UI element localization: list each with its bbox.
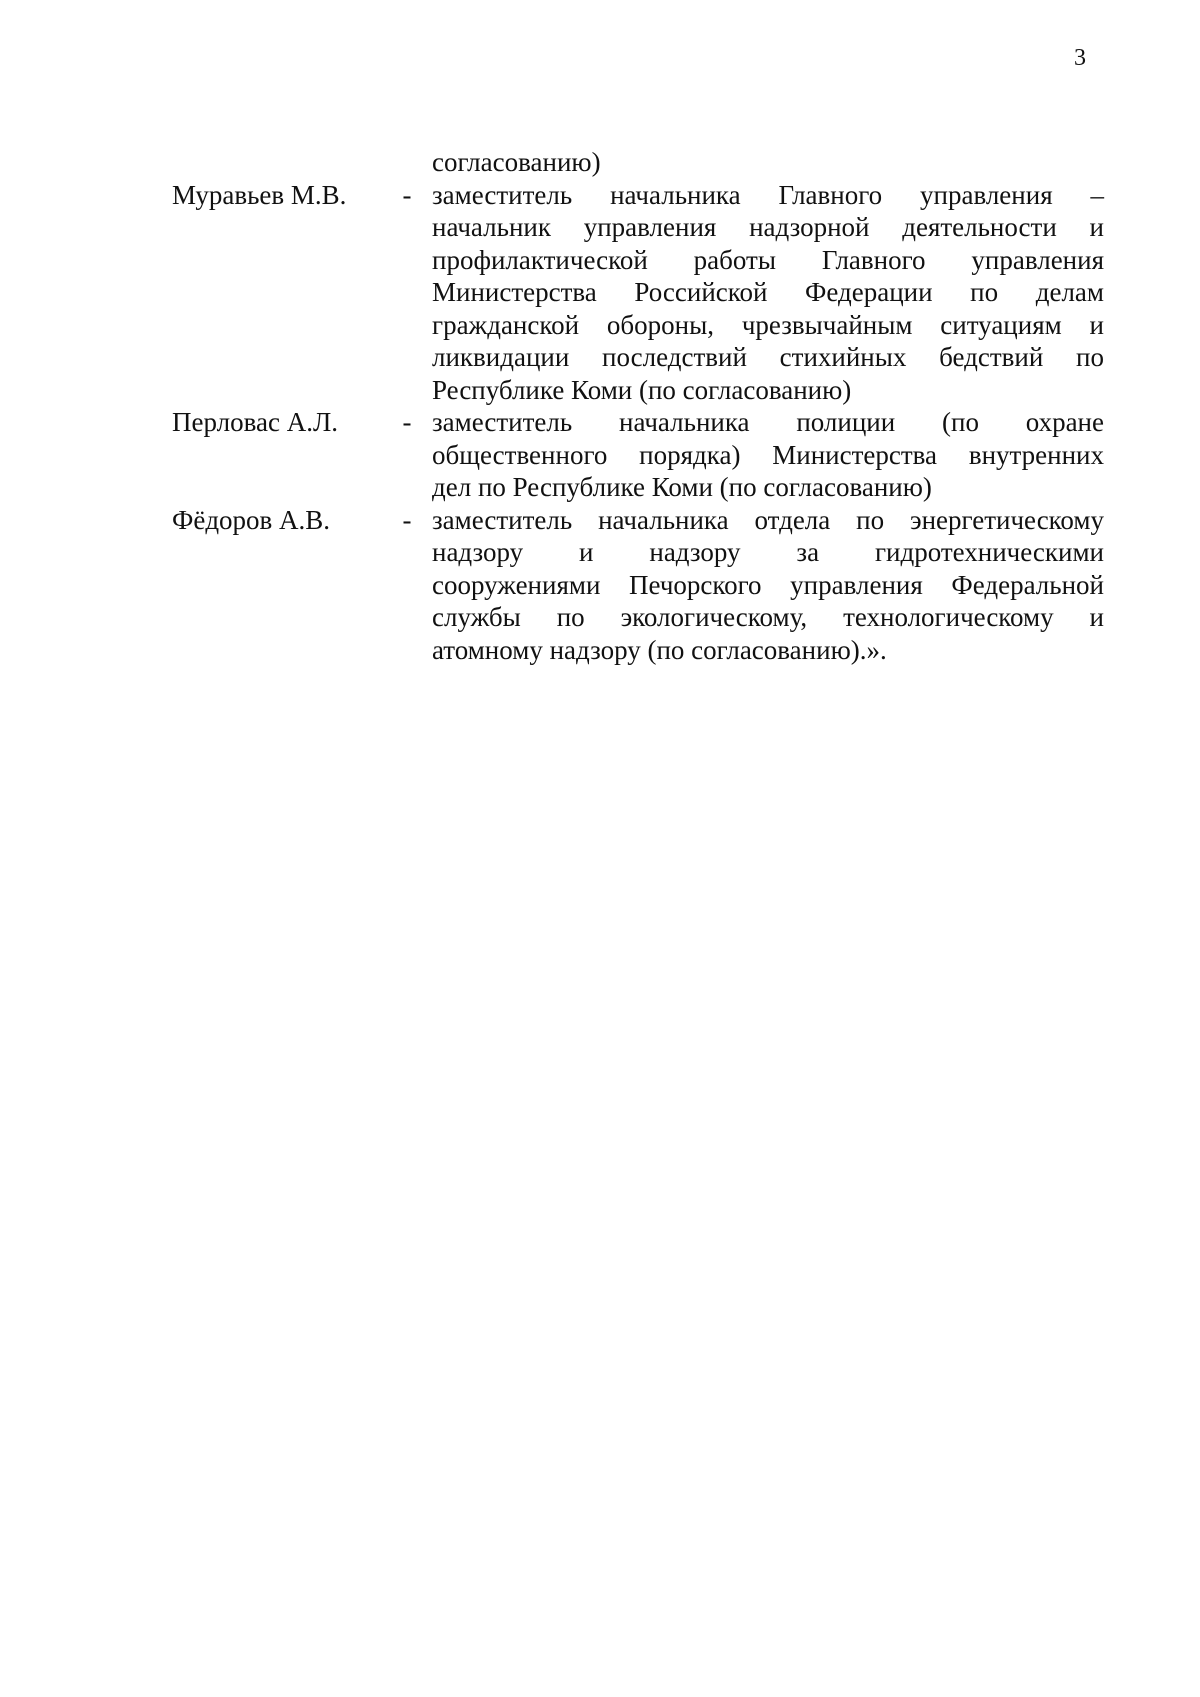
desc-line: дел по Республике Коми (по согласованию) [432,472,932,502]
desc-line: гражданской обороны, чрезвычайным ситуациям и [432,309,1104,340]
entry-position [432,179,1104,407]
desc-line: общественного порядка) Министерства внутренних [432,439,1104,470]
entry-dash: - [402,179,412,210]
entry-dash: - [402,407,412,437]
desc-line: ликвидации последствий стихийных бедствий по [432,342,1104,372]
desc-line: начальник управления надзорной деятельности и [432,212,1104,242]
desc-line: Министерства Российской Федерации по делам [432,277,1104,307]
desc-line: сооружениями Печорского управления Федеральной [432,569,1104,600]
list-item [172,406,1104,504]
desc-line: надзору и надзору за гидротехническими [432,537,1104,567]
page-number: 3 [1074,45,1086,71]
desc-line: заместитель начальника полиции (по охране [432,407,1104,437]
continuation-text [432,146,1104,179]
desc-line: заместитель начальника Главного управления – [432,179,1104,210]
desc-line: Республике Коми (по согласованию) [432,374,852,405]
desc-line: заместитель начальника отдела по энергетическому [432,504,1104,535]
entry-name: Перловас А.Л. [172,407,339,437]
entry-name: Муравьев М.В. [172,179,347,210]
desc-line: атомному надзору (по согласованию).». [432,634,887,665]
list-item [172,179,1104,407]
member-list [172,146,1104,666]
desc-line: службы по экологическому, технологическому и [432,602,1104,632]
entry-dash: - [402,504,412,535]
entry-position [432,504,1104,667]
entry-position [432,406,1104,504]
entry-name: Фёдоров А.В. [172,504,331,535]
list-item [172,504,1104,667]
desc-line: профилактической работы Главного управления [432,244,1104,275]
continuation-row [172,146,1104,179]
desc-line: согласованию) [432,147,601,177]
